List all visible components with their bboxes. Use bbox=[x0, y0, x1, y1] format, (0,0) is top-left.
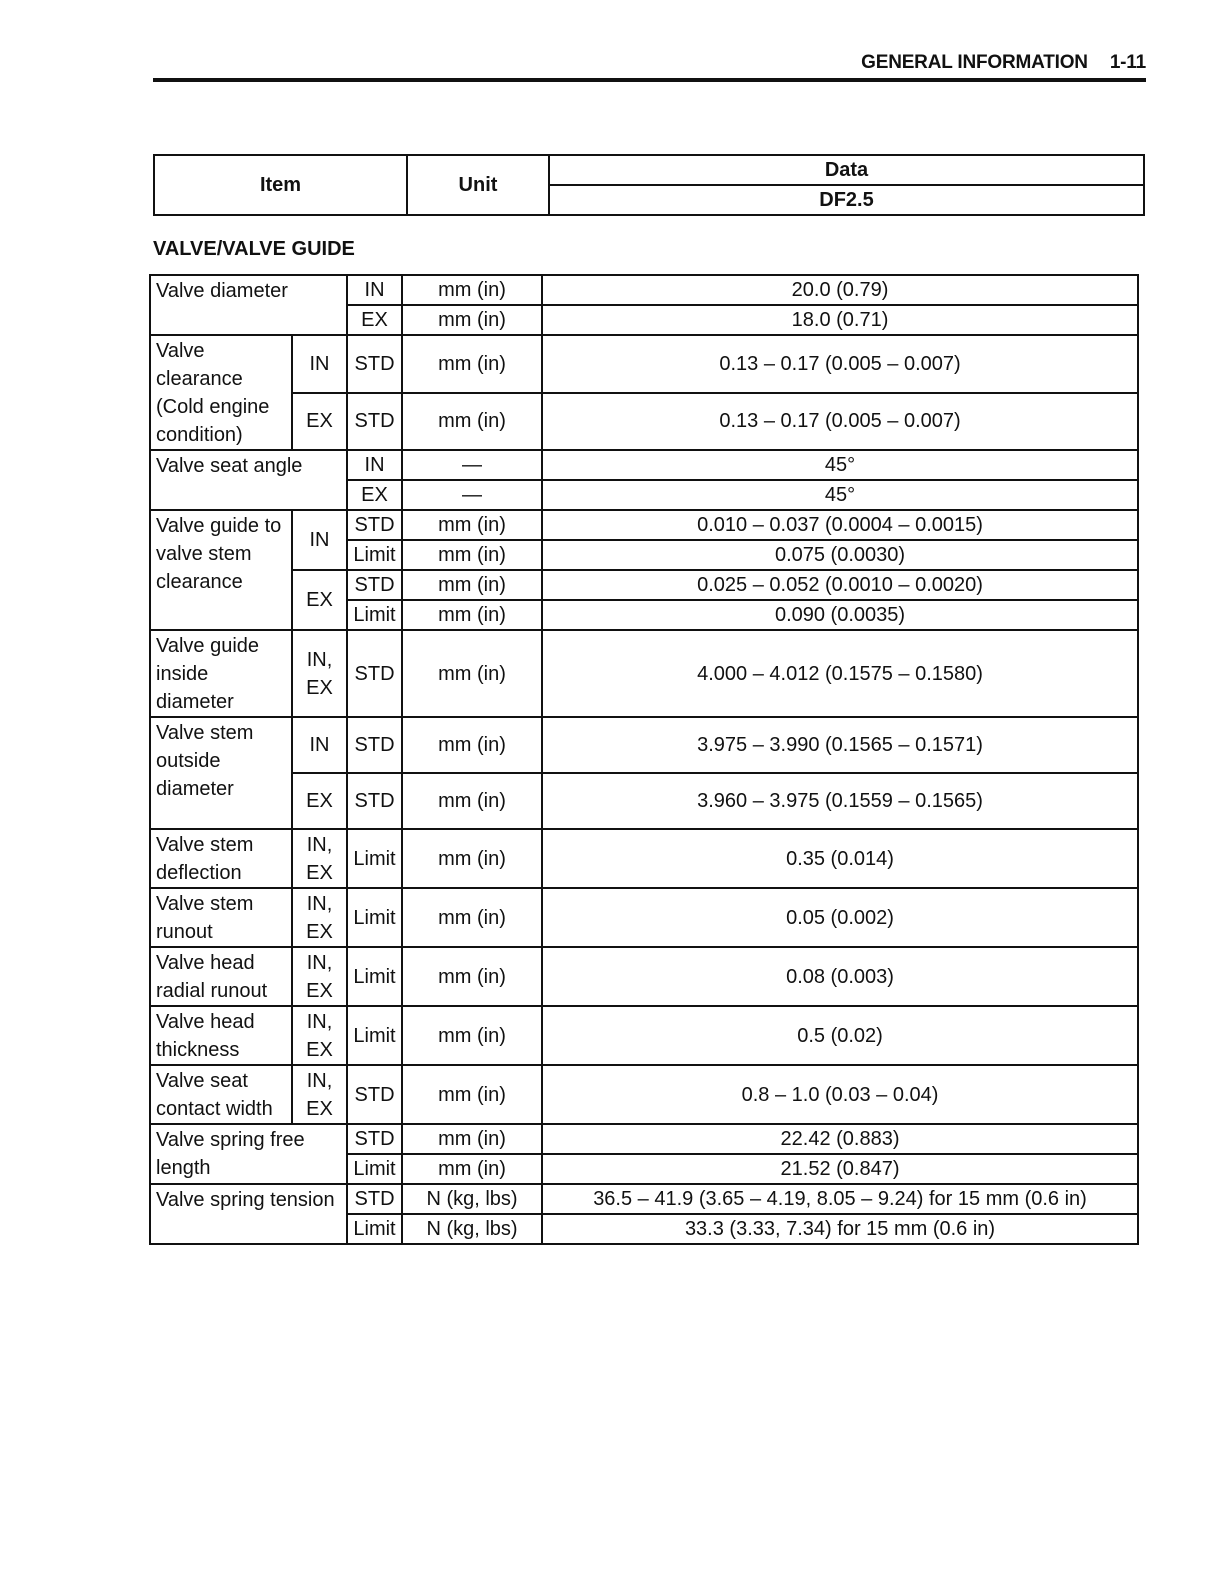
unit-cell: mm (in) bbox=[402, 947, 542, 1006]
header-text bbox=[861, 52, 1146, 74]
cond-limit: Limit bbox=[347, 829, 402, 888]
table-row bbox=[150, 275, 1138, 305]
unit-cell: mm (in) bbox=[402, 1154, 542, 1184]
unit-cell: mm (in) bbox=[402, 570, 542, 600]
cond-in-ex: IN, EX bbox=[292, 947, 347, 1006]
item-seat-width: Valve seat contact width bbox=[150, 1065, 292, 1124]
header-rule bbox=[153, 78, 1146, 82]
table-row bbox=[150, 570, 1138, 600]
cond-in: IN bbox=[347, 450, 402, 480]
cond-limit: Limit bbox=[347, 600, 402, 630]
data-cell: 20.0 (0.79) bbox=[542, 275, 1138, 305]
item-guide-inside: Valve guide inside diameter bbox=[150, 630, 292, 717]
cond-std: STD bbox=[347, 393, 402, 451]
data-cell: 21.52 (0.847) bbox=[542, 1154, 1138, 1184]
cond-ex: EX bbox=[347, 480, 402, 510]
item-head-runout: Valve head radial runout bbox=[150, 947, 292, 1006]
cond-ex: EX bbox=[347, 305, 402, 335]
cond-in-ex: IN, EX bbox=[292, 829, 347, 888]
data-cell: 0.05 (0.002) bbox=[542, 888, 1138, 947]
data-cell: 18.0 (0.71) bbox=[542, 305, 1138, 335]
cond-in-ex: IN, EX bbox=[292, 1006, 347, 1065]
item-head-thickness: Valve head thickness bbox=[150, 1006, 292, 1065]
table-row bbox=[150, 717, 1138, 773]
column-header-table bbox=[153, 154, 1145, 216]
data-cell: 4.000 – 4.012 (0.1575 – 0.1580) bbox=[542, 630, 1138, 717]
table-row bbox=[150, 947, 1138, 1006]
table-row bbox=[150, 335, 1138, 393]
cond-in: IN bbox=[292, 510, 347, 570]
unit-cell: mm (in) bbox=[402, 717, 542, 773]
unit-cell: mm (in) bbox=[402, 1006, 542, 1065]
table-row bbox=[150, 1065, 1138, 1124]
unit-cell: mm (in) bbox=[402, 393, 542, 451]
table-row bbox=[150, 450, 1138, 480]
data-cell: 0.08 (0.003) bbox=[542, 947, 1138, 1006]
table-row bbox=[150, 829, 1138, 888]
item-valve-clearance: Valve clearance (Cold engine condition) bbox=[150, 335, 292, 450]
unit-cell: mm (in) bbox=[402, 600, 542, 630]
data-cell: 22.42 (0.883) bbox=[542, 1124, 1138, 1154]
cond-in: IN bbox=[347, 275, 402, 305]
data-cell: 33.3 (3.33, 7.34) for 15 mm (0.6 in) bbox=[542, 1214, 1138, 1244]
cond-in: IN bbox=[292, 717, 347, 773]
table-row bbox=[150, 1006, 1138, 1065]
data-cell: 0.5 (0.02) bbox=[542, 1006, 1138, 1065]
data-cell: 0.35 (0.014) bbox=[542, 829, 1138, 888]
table-row bbox=[150, 1184, 1138, 1214]
unit-cell: — bbox=[402, 480, 542, 510]
cond-limit: Limit bbox=[347, 888, 402, 947]
unit-cell: mm (in) bbox=[402, 829, 542, 888]
cond-in-ex: IN, EX bbox=[292, 888, 347, 947]
cond-std: STD bbox=[347, 335, 402, 393]
table-row bbox=[150, 1124, 1138, 1154]
header-section: GENERAL INFORMATION bbox=[861, 52, 1088, 73]
valve-spec-table bbox=[149, 274, 1139, 1245]
data-cell: 0.075 (0.0030) bbox=[542, 540, 1138, 570]
item-guide-clearance: Valve guide to valve stem clearance bbox=[150, 510, 292, 630]
item-valve-seat-angle: Valve seat angle bbox=[150, 450, 347, 510]
unit-cell: mm (in) bbox=[402, 773, 542, 829]
data-cell: 0.13 – 0.17 (0.005 – 0.007) bbox=[542, 335, 1138, 393]
unit-cell: mm (in) bbox=[402, 305, 542, 335]
cond-limit: Limit bbox=[347, 1214, 402, 1244]
cond-limit: Limit bbox=[347, 1006, 402, 1065]
data-cell: 0.13 – 0.17 (0.005 – 0.007) bbox=[542, 393, 1138, 451]
column-model: DF2.5 bbox=[549, 185, 1144, 215]
unit-cell: mm (in) bbox=[402, 510, 542, 540]
item-valve-diameter: Valve diameter bbox=[150, 275, 347, 335]
unit-cell: mm (in) bbox=[402, 630, 542, 717]
data-cell: 0.090 (0.0035) bbox=[542, 600, 1138, 630]
item-stem-outside: Valve stem outside diameter bbox=[150, 717, 292, 829]
unit-cell: mm (in) bbox=[402, 888, 542, 947]
cond-ex: EX bbox=[292, 393, 347, 451]
column-unit: Unit bbox=[407, 155, 549, 215]
cond-std: STD bbox=[347, 630, 402, 717]
unit-cell: — bbox=[402, 450, 542, 480]
data-cell: 45° bbox=[542, 450, 1138, 480]
table-row bbox=[150, 773, 1138, 829]
cond-in-ex: IN, EX bbox=[292, 630, 347, 717]
unit-cell: N (kg, lbs) bbox=[402, 1184, 542, 1214]
column-item: Item bbox=[154, 155, 407, 215]
item-stem-deflection: Valve stem deflection bbox=[150, 829, 292, 888]
data-cell: 3.960 – 3.975 (0.1559 – 0.1565) bbox=[542, 773, 1138, 829]
cond-in-ex: IN, EX bbox=[292, 1065, 347, 1124]
cond-std: STD bbox=[347, 773, 402, 829]
unit-cell: mm (in) bbox=[402, 540, 542, 570]
cond-ex: EX bbox=[292, 570, 347, 630]
cond-ex: EX bbox=[292, 773, 347, 829]
unit-cell: mm (in) bbox=[402, 1124, 542, 1154]
cond-std: STD bbox=[347, 510, 402, 540]
cond-limit: Limit bbox=[347, 540, 402, 570]
item-spring-length: Valve spring free length bbox=[150, 1124, 347, 1184]
data-cell: 0.010 – 0.037 (0.0004 – 0.0015) bbox=[542, 510, 1138, 540]
item-stem-runout: Valve stem runout bbox=[150, 888, 292, 947]
section-title: VALVE/VALVE GUIDE bbox=[153, 238, 355, 260]
cond-std: STD bbox=[347, 1065, 402, 1124]
table-row bbox=[150, 630, 1138, 717]
cond-std: STD bbox=[347, 1184, 402, 1214]
table-row bbox=[150, 510, 1138, 540]
table-row bbox=[150, 393, 1138, 451]
unit-cell: mm (in) bbox=[402, 1065, 542, 1124]
page-number: 1-11 bbox=[1109, 52, 1146, 73]
data-cell: 36.5 – 41.9 (3.65 – 4.19, 8.05 – 9.24) for 15 mm (0.6 in) bbox=[542, 1184, 1138, 1214]
data-cell: 3.975 – 3.990 (0.1565 – 0.1571) bbox=[542, 717, 1138, 773]
cond-limit: Limit bbox=[347, 1154, 402, 1184]
unit-cell: mm (in) bbox=[402, 335, 542, 393]
data-cell: 0.8 – 1.0 (0.03 – 0.04) bbox=[542, 1065, 1138, 1124]
data-cell: 0.025 – 0.052 (0.0010 – 0.0020) bbox=[542, 570, 1138, 600]
unit-cell: mm (in) bbox=[402, 275, 542, 305]
cond-limit: Limit bbox=[347, 947, 402, 1006]
table-row bbox=[150, 888, 1138, 947]
unit-cell: N (kg, lbs) bbox=[402, 1214, 542, 1244]
cond-std: STD bbox=[347, 570, 402, 600]
data-cell: 45° bbox=[542, 480, 1138, 510]
page-header bbox=[153, 52, 1146, 82]
column-data: Data bbox=[549, 155, 1144, 185]
item-spring-tension: Valve spring tension bbox=[150, 1184, 347, 1244]
cond-in: IN bbox=[292, 335, 347, 393]
cond-std: STD bbox=[347, 717, 402, 773]
cond-std: STD bbox=[347, 1124, 402, 1154]
